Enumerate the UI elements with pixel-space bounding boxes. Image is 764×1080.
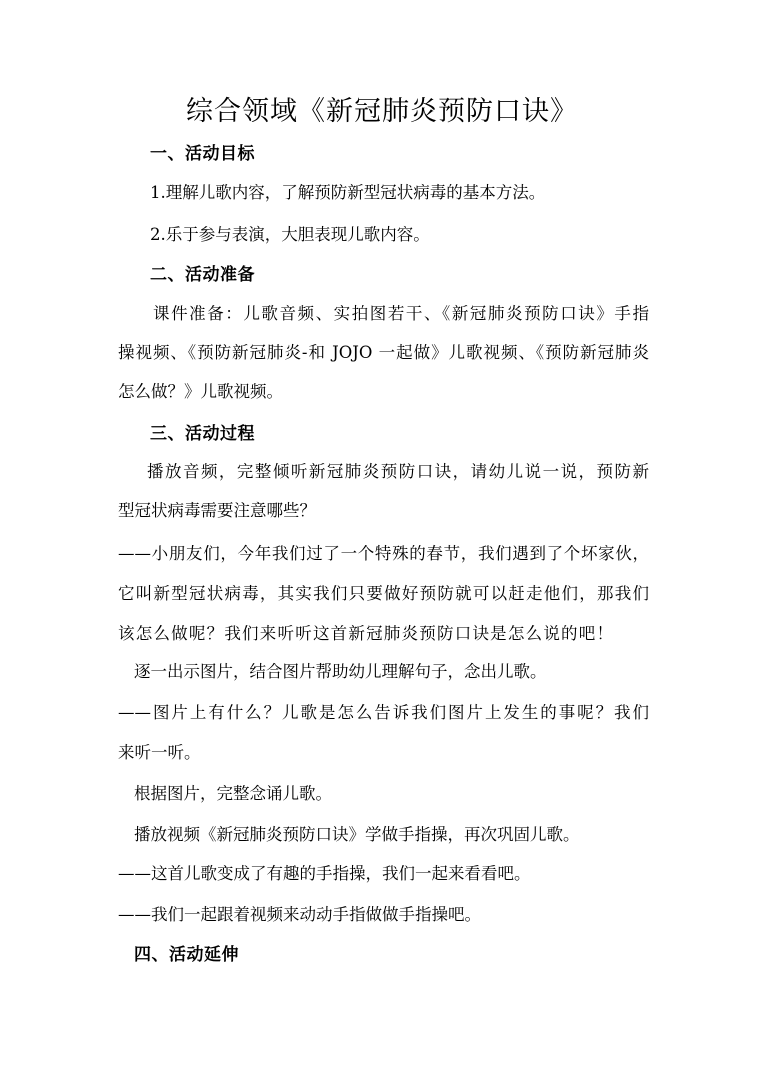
document-title: 综合领域《新冠肺炎预防口诀》 bbox=[186, 96, 578, 127]
paragraph-line: 怎么做？》儿歌视频。 bbox=[118, 382, 283, 401]
section-heading-process: 三、活动过程 bbox=[150, 424, 255, 444]
paragraph-line: ——我们一起跟着视频来动动手指做做手指操吧。 bbox=[118, 905, 481, 924]
paragraph-line: 它叫新型冠状病毒，其实我们只要做好预防就可以赶走他们，那我们 bbox=[118, 584, 649, 603]
paragraph-line: 播放音频，完整倾听新冠肺炎预防口诀，请幼儿说一说，预防新 bbox=[147, 462, 649, 481]
section-heading-goals: 一、活动目标 bbox=[150, 144, 255, 164]
paragraph-line: ——小朋友们，今年我们过了一个特殊的春节，我们遇到了个坏家伙， bbox=[118, 544, 649, 563]
paragraph-line: 根据图片，完整念诵儿歌。 bbox=[134, 784, 332, 803]
paragraph-line: 1.理解儿歌内容，了解预防新型冠状病毒的基本方法。 bbox=[150, 183, 546, 202]
paragraph-line: ——这首儿歌变成了有趣的手指操，我们一起来看看吧。 bbox=[118, 864, 531, 883]
paragraph-line: 操视频、《预防新冠肺炎-和 JOJO 一起做》儿歌视频、《预防新冠肺炎 bbox=[118, 343, 649, 362]
paragraph-line: 型冠状病毒需要注意哪些？ bbox=[118, 501, 316, 520]
paragraph-line: 2.乐于参与表演，大胆表现儿歌内容。 bbox=[150, 225, 430, 244]
paragraph-line: 该怎么做呢？我们来听听这首新冠肺炎预防口诀是怎么说的吧！ bbox=[118, 624, 613, 643]
paragraph-line: ——图片上有什么？儿歌是怎么告诉我们图片上发生的事呢？我们 bbox=[118, 703, 649, 722]
paragraph-line: 课件准备：儿歌音频、实拍图若干、《新冠肺炎预防口诀》手指 bbox=[153, 304, 649, 323]
section-heading-preparation: 二、活动准备 bbox=[150, 265, 255, 285]
paragraph-line: 播放视频《新冠肺炎预防口诀》学做手指操，再次巩固儿歌。 bbox=[134, 825, 580, 844]
paragraph-line: 逐一出示图片，结合图片帮助幼儿理解句子，念出儿歌。 bbox=[134, 662, 547, 681]
paragraph-line: 来听一听。 bbox=[118, 743, 201, 762]
section-heading-extension: 四、活动延伸 bbox=[134, 945, 239, 965]
